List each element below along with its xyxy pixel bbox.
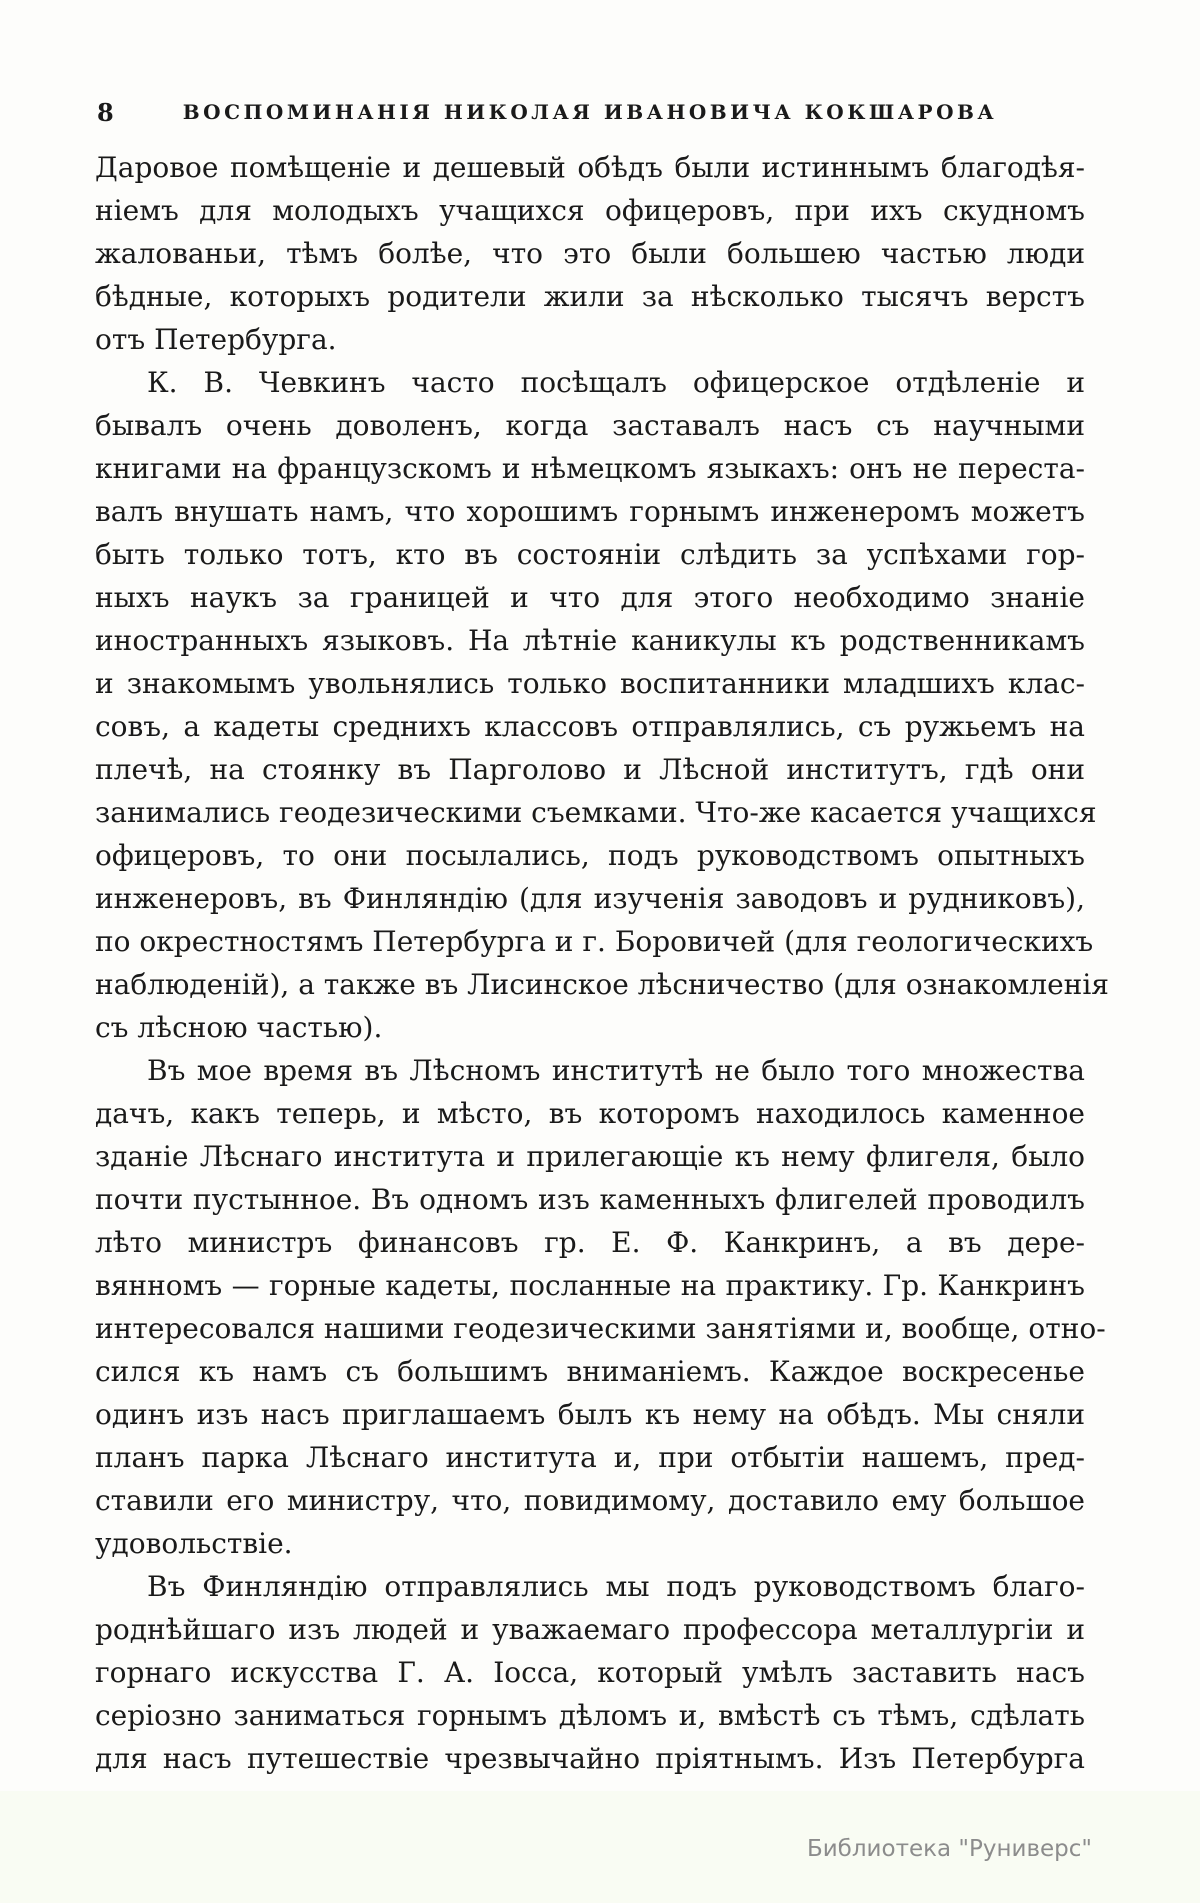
text-line: серіозно заниматься горнымъ дѣломъ и, вмѣстѣ съ тѣмъ, сдѣлать <box>95 1699 1085 1732</box>
paragraph <box>95 146 1085 361</box>
text-line: ныхъ наукъ за границей и что для этого необходимо знаніе <box>95 581 1085 614</box>
text-line: съ лѣсною частью). <box>95 1011 383 1044</box>
text-line: сился къ намъ съ большимъ вниманіемъ. Каждое воскресенье <box>95 1355 1085 1388</box>
text-line: удовольствіе. <box>95 1527 293 1560</box>
page-number: 8 <box>97 98 114 127</box>
text-line: Даровое помѣщеніе и дешевый обѣдъ были истиннымъ благодѣя- <box>95 151 1085 184</box>
library-watermark: Библиотека "Руниверс" <box>806 1836 1092 1862</box>
text-line: вянномъ — горные кадеты, посланные на практику. Гр. Канкринъ <box>95 1269 1085 1302</box>
text-line: одинъ изъ насъ приглашаемъ былъ къ нему на обѣдъ. Мы сняли <box>95 1398 1085 1431</box>
paragraph <box>95 1565 1085 1780</box>
text-line: ніемъ для молодыхъ учащихся офицеровъ, при ихъ скудномъ <box>95 194 1085 227</box>
text-line: офицеровъ, то они посылались, подъ руководствомъ опытныхъ <box>95 839 1085 872</box>
page-body <box>95 146 1109 1780</box>
text-line: жалованьи, тѣмъ болѣе, что это были большею частью люди <box>95 237 1085 270</box>
text-line: Въ мое время въ Лѣсномъ институтѣ не было того множества <box>147 1054 1085 1087</box>
text-line: лѣто министръ финансовъ гр. Е. Ф. Канкринъ, а въ дере- <box>95 1226 1085 1259</box>
text-line: интересовался нашими геодезическими занятіями и, вообще, отно- <box>95 1312 1106 1345</box>
text-line: быть только тотъ, кто въ состояніи слѣдить за успѣхами гор- <box>95 538 1085 571</box>
text-line: и знакомымъ увольнялись только воспитанники младшихъ клас- <box>95 667 1085 700</box>
text-line: дачъ, какъ теперь, и мѣсто, въ которомъ находилось каменное <box>95 1097 1085 1130</box>
text-line: для насъ путешествіе чрезвычайно пріятнымъ. Изъ Петербурга <box>95 1742 1085 1775</box>
text-line: наблюденій), а также въ Лисинское лѣсничество (для ознакомленія <box>95 968 1109 1001</box>
text-line: ставили его министру, что, повидимому, доставило ему большое <box>95 1484 1085 1517</box>
text-line: плечѣ, на стоянку въ Парголово и Лѣсной институтъ, гдѣ они <box>95 753 1085 786</box>
text-line: совъ, а кадеты среднихъ классовъ отправлялись, съ ружьемъ на <box>95 710 1085 743</box>
text-line: отъ Петербурга. <box>95 323 337 356</box>
text-line: валъ внушать намъ, что хорошимъ горнымъ инженеромъ можетъ <box>95 495 1085 528</box>
text-line: бывалъ очень доволенъ, когда заставалъ насъ съ научными <box>95 409 1085 442</box>
text-line: почти пустынное. Въ одномъ изъ каменныхъ флигелей проводилъ <box>95 1183 1085 1216</box>
text-line: иностранныхъ языковъ. На лѣтніе каникулы къ родственникамъ <box>95 624 1085 657</box>
text-line: инженеровъ, въ Финляндію (для изученія заводовъ и рудниковъ), <box>95 882 1085 915</box>
text-line: зданіе Лѣснаго института и прилегающіе къ нему флигеля, было <box>95 1140 1085 1173</box>
text-line: Въ Финляндію отправлялись мы подъ руководствомъ благо- <box>147 1570 1085 1603</box>
text-line: роднѣйшаго изъ людей и уважаемаго профессора металлургіи и <box>95 1613 1085 1646</box>
text-line: занимались геодезическими съемками. Что-же касается учащихся <box>95 796 1097 829</box>
text-line: горнаго искусства Г. А. Іосса, который умѣлъ заставить насъ <box>95 1656 1085 1689</box>
text-line: бѣдные, которыхъ родители жили за нѣсколько тысячъ верстъ <box>95 280 1085 313</box>
text-line: К. В. Чевкинъ часто посѣщалъ офицерское отдѣленіе и <box>147 366 1085 399</box>
text-line: планъ парка Лѣснаго института и, при отбытіи нашемъ, пред- <box>95 1441 1085 1474</box>
text-line: по окрестностямъ Петербурга и г. Боровичей (для геологическихъ <box>95 925 1094 958</box>
paragraph <box>95 361 1109 1049</box>
running-title: ВОСПОМИНАНІЯ НИКОЛАЯ ИВАНОВИЧА КОКШАРОВА <box>182 100 998 124</box>
page-header <box>95 96 1085 130</box>
paragraph <box>95 1049 1106 1565</box>
text-line: книгами на французскомъ и нѣмецкомъ языкахъ: онъ не переста- <box>95 452 1085 485</box>
